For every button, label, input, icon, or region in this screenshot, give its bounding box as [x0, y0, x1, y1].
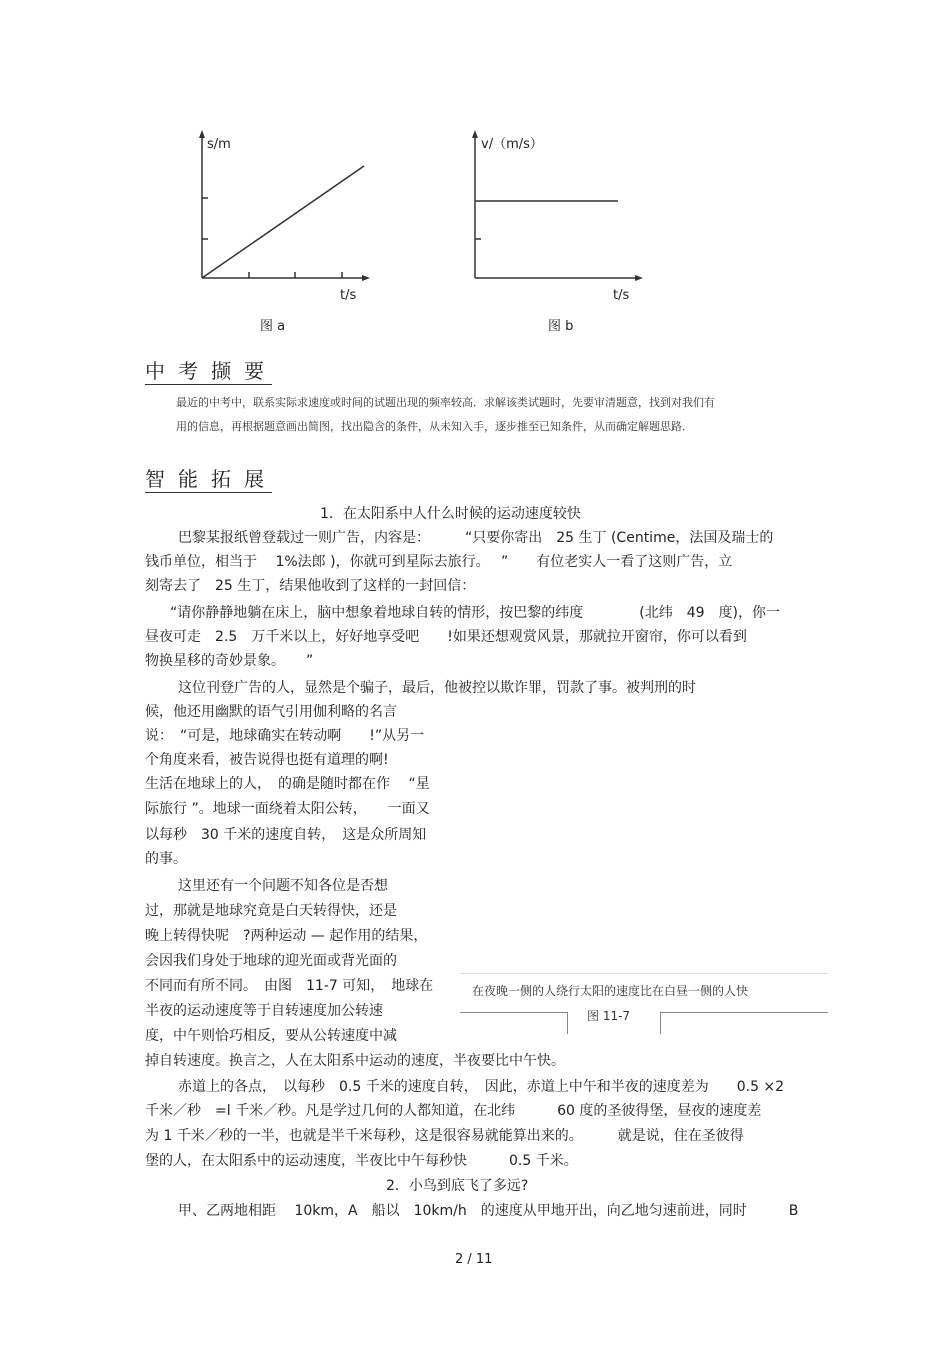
body-line: 的事。 [145, 851, 187, 867]
body-line: 个角度来看，被告说得也挺有道理的啊! [145, 752, 389, 768]
figure-frame-line [660, 1012, 828, 1013]
y-axis-label: s/m [207, 137, 231, 152]
body-line: 晚上转得快呢 ?两种运动 — 起作用的结果， [145, 928, 428, 944]
x-axis-arrow [362, 275, 370, 281]
body-line: 这位刊登广告的人，显然是个骗子，最后，他被控以欺诈罪，罚款了事。被判刑的时 [178, 680, 696, 696]
summary-line-2: 用的信息，再根据题意画出简图，找出隐含的条件，从未知入手，逐步推至已知条件，从而确定解题思路． [176, 420, 693, 433]
summary-line-1: 最近的中考中，联系实际求速度或时间的试题出现的频率较高．求解该类试题时，先要审清题意，找到对我们有 [176, 396, 715, 409]
question-1-title: 1．在太阳系中人什么时候的运动速度较快 [320, 506, 581, 522]
body-line: 甲、乙两地相距 10km，A 船以 10km/h 的速度从甲地开出，向乙地匀速前进，同时 B [178, 1203, 799, 1219]
body-line: 钱币单位，相当于 1%法郎 )，你就可到星际去旅行。 ” 有位老实人一看了这则广告，立 [145, 554, 733, 570]
section-underline [145, 492, 272, 493]
figure-11-7-note: 在夜晚一侧的人绕行太阳的速度比在白昼一侧的人快 [472, 984, 749, 998]
figure-11-7-caption: 图 11-7 [587, 1009, 631, 1023]
figure-b-chart [463, 128, 653, 308]
figure-frame-top [460, 973, 828, 974]
body-line: 为 1 千米／秒的一半，也就是半千米每秒，这是很容易就能算出来的。 就是说，住在圣彼得 [145, 1128, 744, 1144]
figure-a-caption: 图 a [260, 319, 286, 334]
figure-frame-line [660, 1012, 661, 1034]
question-2-title: 2．小鸟到底飞了多远? [386, 1178, 529, 1194]
body-line: 巴黎某报纸曾登载过一则广告，内容是： “只要你寄出 25 生丁 (Centime，法国及瑞士的 [178, 530, 774, 546]
body-line: “请你静静地躺在床上，脑中想象着地球自转的情形，按巴黎的纬度 (北纬 49 度)，你一 [170, 605, 780, 621]
body-line: 以每秒 30 千米的速度自转， 这是众所周知 [145, 827, 427, 843]
body-line: 说： “可是，地球确实在转动啊 !”从另一 [145, 728, 425, 744]
body-line: 千米／秒 =l 千米／秒。凡是学过几何的人都知道，在北纬 60 度的圣彼得堡，昼夜的速度差 [145, 1103, 762, 1119]
body-line: 昼夜可走 2.5 万千米以上，好好地享受吧 !如果还想观赏风景，那就拉开窗帘，你可以看到 [145, 629, 747, 645]
body-line: 过，那就是地球究竟是白天转得快，还是 [145, 903, 397, 919]
body-line: 候，他还用幽默的语气引用伽利略的名言 [145, 704, 397, 720]
figure-frame-line [567, 1012, 568, 1034]
figure-a-chart [190, 128, 380, 308]
y-axis-label: v/（m/s） [481, 137, 543, 152]
figure-b-caption: 图 b [548, 319, 574, 334]
figure-frame-line [460, 1012, 568, 1013]
body-line: 堡的人，在太阳系中的运动速度，半夜比中午每秒快 0.5 千米。 [145, 1153, 578, 1169]
x-axis-label: t/s [613, 288, 630, 303]
page-number: 2 / 11 [455, 1252, 493, 1267]
body-line: 赤道上的各点， 以每秒 0.5 千米的速度自转， 因此，赤道上中午和半夜的速度差为 0.5 ×2 [178, 1079, 785, 1095]
body-line: 会因我们身处于地球的迎光面或背光面的 [145, 953, 397, 969]
y-axis-arrow [199, 130, 205, 138]
body-line: 不同而有所不同。 由图 11-7 可知， 地球在 [145, 978, 434, 994]
body-line: 生活在地球上的人， 的确是随时都在作 “星 [145, 776, 430, 792]
data-line-s-t [202, 166, 364, 278]
body-line: 物换星移的奇妙景象。 ” [145, 653, 314, 669]
body-line: 度，中午则恰巧相反，要从公转速度中减 [145, 1028, 397, 1044]
body-line: 刻寄去了 25 生丁，结果他收到了这样的一封回信： [145, 578, 476, 594]
body-line: 半夜的运动速度等于自转速度加公转速 [145, 1003, 383, 1019]
body-line: 掉自转速度。换言之，人在太阳系中运动的速度，半夜要比中午快。 [145, 1053, 565, 1069]
body-line: 这里还有一个问题不知各位是否想 [178, 878, 388, 894]
x-axis-label: t/s [340, 288, 357, 303]
section-title-exam-summary: 中考撷要 [145, 359, 277, 383]
section-title-intelligent-extension: 智能拓展 [145, 467, 277, 491]
y-axis-arrow [472, 130, 478, 138]
body-line: 际旅行 ”。地球一面绕着太阳公转， 一面又 [145, 801, 430, 817]
section-underline [145, 384, 272, 385]
x-axis-arrow [635, 275, 643, 281]
